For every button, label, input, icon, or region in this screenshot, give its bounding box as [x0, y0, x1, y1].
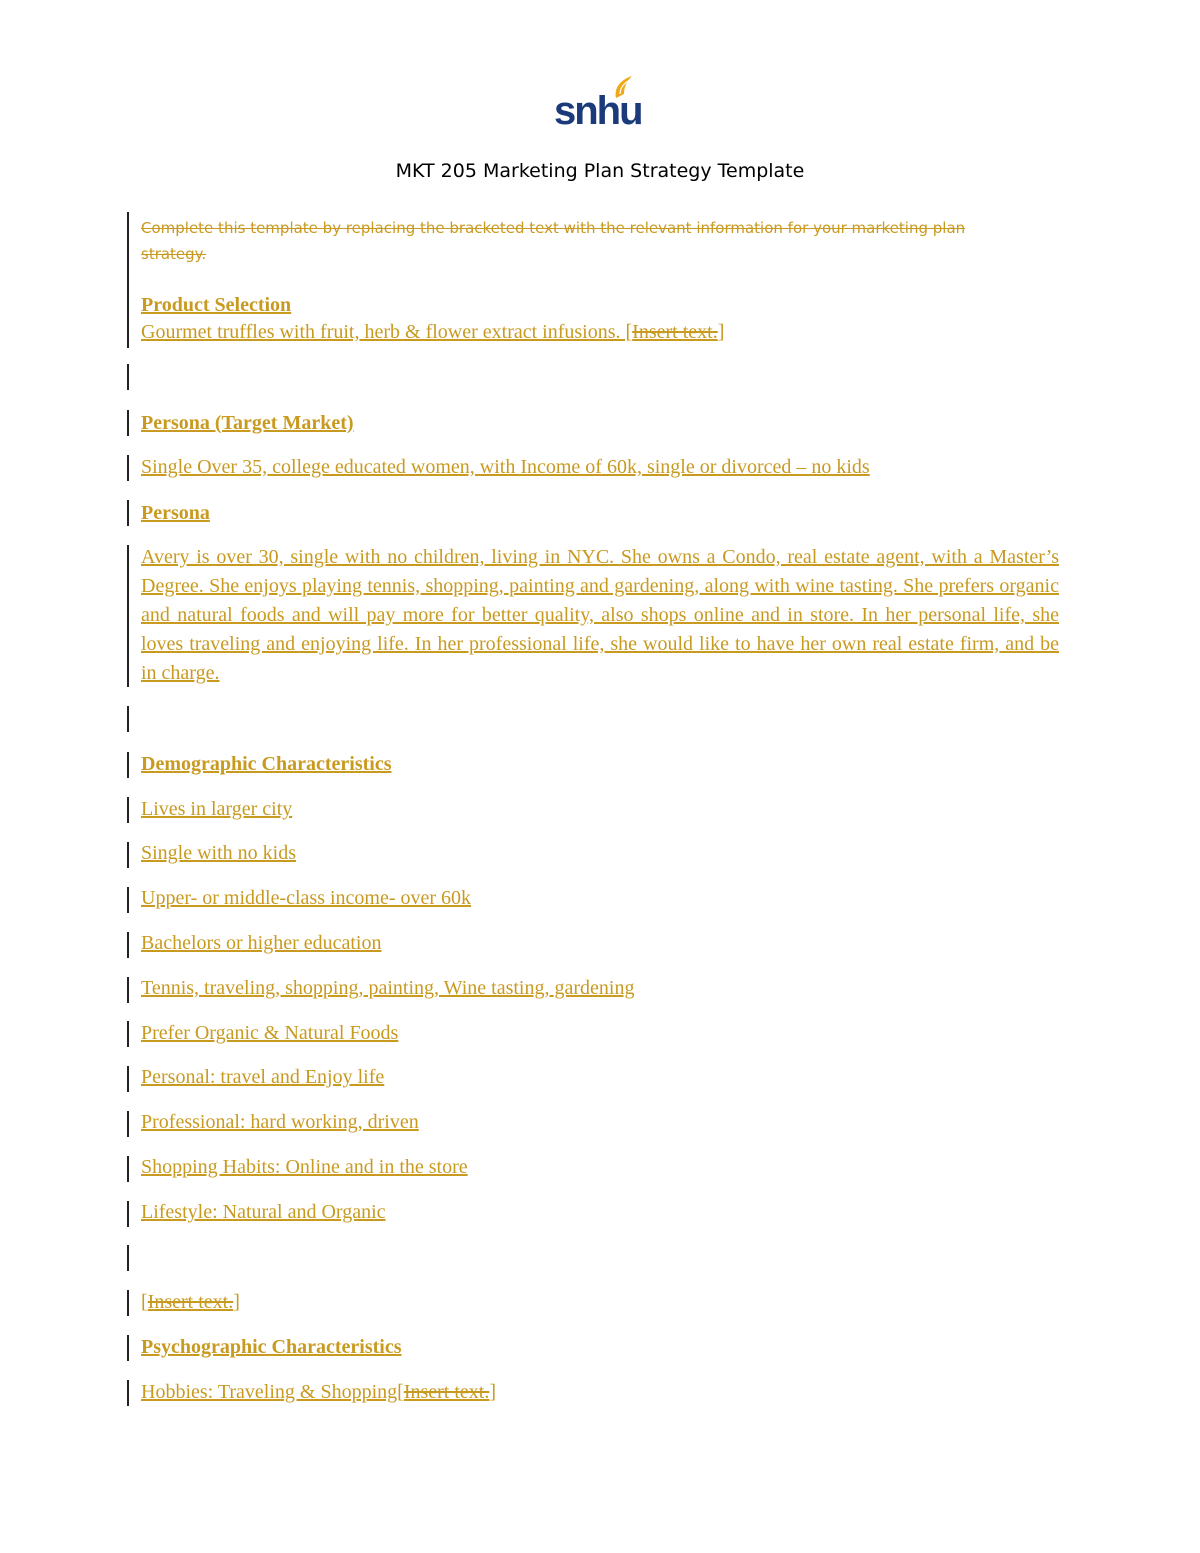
psychographic-value: Hobbies: Traveling & Shopping — [141, 1381, 398, 1403]
change-bar — [127, 887, 129, 913]
persona-target-heading: Persona (Target Market) — [141, 412, 354, 434]
bracket-close: ] — [717, 321, 725, 343]
persona-target-text: Single Over 35, college educated women, with Income of 60k, single or divorced – no kids — [141, 456, 870, 478]
change-bar — [127, 706, 129, 732]
demographic-item: Upper- or middle-class income- over 60k — [141, 887, 472, 909]
change-bar — [127, 752, 129, 778]
demographic-item: Prefer Organic & Natural Foods — [141, 1022, 399, 1044]
change-bar — [127, 977, 129, 1003]
change-bar — [127, 212, 129, 348]
demographic-item: Lifestyle: Natural and Organic — [141, 1201, 386, 1223]
product-selection-text — [141, 318, 1061, 347]
demographic-item: Shopping Habits: Online and in the store — [141, 1156, 468, 1178]
insert-text-placeholder — [141, 1288, 1061, 1317]
change-bar — [127, 364, 129, 390]
document-title: MKT 205 Marketing Plan Strategy Template — [395, 160, 805, 182]
change-bar — [127, 842, 129, 868]
change-bar — [127, 1380, 129, 1406]
bracket-close: ] — [233, 1291, 240, 1313]
intro-instructions: Complete this template by replacing the bracketed text with the relevant information for your marketing plan strategy. — [141, 219, 966, 263]
demographic-item: Bachelors or higher education — [141, 932, 382, 954]
persona-paragraph: Avery is over 30, single with no children, living in NYC. She owns a Condo, real estate agent, with a Master’s Degree. She enjoys playing tennis, shopping, painting and gardening, along with wine tasting. She prefers organic and natural foods and will pay more for better quality, also shops online and in store. In her personal life, she loves traveling and enjoying life. In her professional life, she would like to have her own real estate firm, and be in charge. — [141, 546, 1059, 684]
logo-wordmark: snhu — [554, 89, 642, 133]
psychographic-text — [141, 1378, 1061, 1407]
change-bar — [127, 545, 129, 687]
deleted-placeholder: Insert text. — [632, 321, 718, 343]
change-bar — [127, 1156, 129, 1182]
change-bar — [127, 455, 129, 481]
demographic-item: Single with no kids — [141, 842, 297, 864]
change-bar — [127, 1335, 129, 1361]
demographic-item: Lives in larger city — [141, 798, 293, 820]
demographic-item: Professional: hard working, driven — [141, 1111, 419, 1133]
bracket-open: [ — [397, 1381, 404, 1403]
deleted-placeholder: Insert text. — [147, 1291, 234, 1313]
bracket-close: ] — [489, 1381, 497, 1403]
deleted-placeholder: Insert text. — [403, 1381, 490, 1403]
change-bar — [127, 1201, 129, 1227]
demographic-heading: Demographic Characteristics — [141, 753, 392, 775]
change-bar — [127, 797, 129, 823]
demographic-item: Tennis, traveling, shopping, painting, Wine tasting, gardening — [141, 977, 635, 999]
change-bar — [127, 1245, 129, 1271]
snhu-logo — [554, 74, 644, 134]
change-bar — [127, 410, 129, 436]
product-selection-value: Gourmet truffles with fruit, herb & flower extract infusions. [ — [141, 321, 633, 343]
demographic-item: Personal: travel and Enjoy life — [141, 1066, 385, 1088]
change-bar — [127, 1066, 129, 1092]
psychographic-heading: Psychographic Characteristics — [141, 1336, 402, 1358]
change-bar — [127, 500, 129, 526]
change-bar — [127, 1021, 129, 1047]
change-bar — [127, 1111, 129, 1137]
product-selection-heading: Product Selection — [141, 294, 292, 316]
bracket-open: [ — [141, 1291, 148, 1313]
change-bar — [127, 932, 129, 958]
persona-heading: Persona — [141, 502, 210, 524]
change-bar — [127, 1290, 129, 1316]
